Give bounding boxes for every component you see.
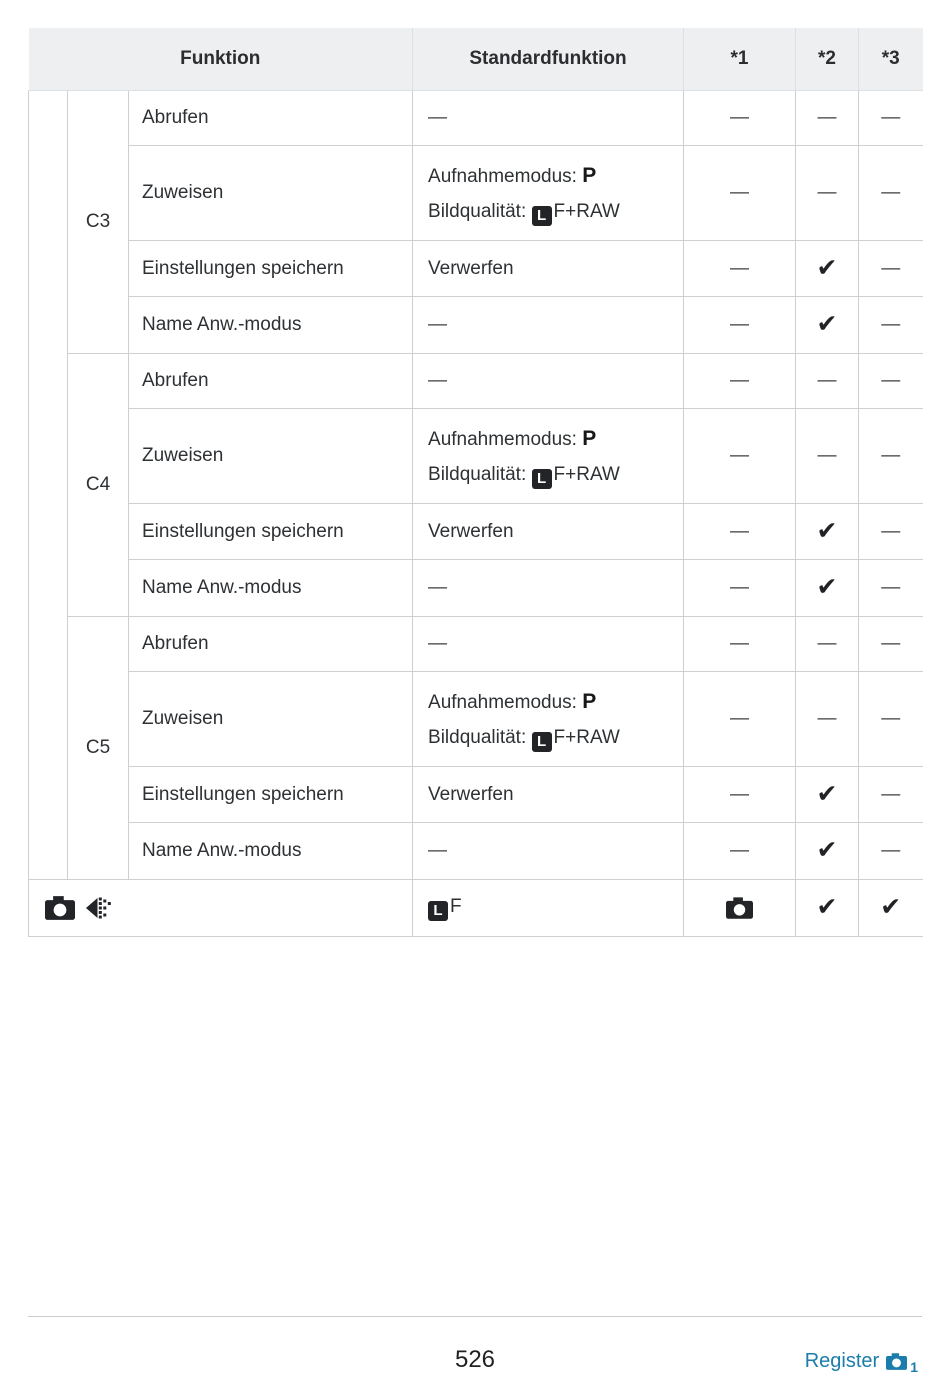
standard-lines	[428, 684, 682, 755]
dash-mark: —	[730, 314, 750, 335]
dash-mark: —	[881, 708, 901, 729]
flag-cell-star1	[684, 823, 796, 880]
dash-mark: —	[730, 107, 750, 128]
flag-cell-star3	[859, 560, 923, 617]
dash-mark: —	[881, 182, 901, 203]
table-body	[29, 91, 923, 937]
flag-cell-star1	[684, 241, 796, 297]
flag-cell-star2	[796, 91, 859, 146]
funktion-cell: Name Anw.-modus	[129, 823, 413, 880]
check-icon: ✔	[816, 516, 838, 545]
flag-cell-star3	[859, 823, 923, 880]
dash-mark: —	[881, 783, 901, 805]
mode-p-icon: P	[582, 689, 597, 713]
dash-mark: —	[730, 708, 750, 729]
flag-cell-star3	[859, 91, 923, 146]
standard-cell	[413, 504, 684, 560]
register-link[interactable]	[805, 1350, 922, 1373]
dash-mark: —	[817, 182, 837, 203]
flag-cell-star1	[684, 672, 796, 767]
flag-cell-star3	[859, 617, 923, 672]
flag-cell-star2	[796, 409, 859, 504]
flag-cell-star2	[796, 823, 859, 880]
standard-line: Aufnahmemodus: P	[428, 426, 597, 450]
header-row	[29, 28, 923, 91]
mode-p-icon: P	[582, 163, 597, 187]
flag-cell-star2	[796, 767, 859, 823]
standard-line: Bildqualität: L F+RAW	[428, 463, 620, 487]
header-cell-star1: *1	[684, 28, 796, 91]
check-icon: ✔	[816, 836, 838, 864]
standard-cell	[413, 560, 684, 617]
flag-cell-star3	[859, 241, 923, 297]
dash-mark: —	[428, 633, 448, 654]
footer-divider	[28, 1316, 922, 1317]
table-row-bottom	[29, 880, 923, 937]
dash-mark: —	[730, 577, 750, 598]
funktion-cell: Name Anw.-modus	[129, 297, 413, 354]
funktion-cell: Zuweisen	[129, 409, 413, 504]
flag-cell-star3	[859, 297, 923, 354]
flag-cell-star3	[859, 767, 923, 823]
transfer-icon	[85, 897, 112, 919]
standard-cell	[413, 146, 684, 241]
group-label-C3: C3	[68, 91, 129, 354]
standard-text: Verwerfen	[428, 520, 514, 542]
table-row	[29, 91, 923, 146]
dash-mark: —	[881, 314, 901, 335]
funktion-cell: Abrufen	[129, 354, 413, 409]
standard-cell	[413, 91, 684, 146]
funktion-cell: Abrufen	[129, 91, 413, 146]
table-row	[29, 409, 923, 504]
settings-table	[28, 28, 923, 937]
funktion-cell: Zuweisen	[129, 672, 413, 767]
flag-cell-star1	[684, 91, 796, 146]
header-cell-funktion: Funktion	[29, 28, 413, 91]
dash-mark: —	[730, 445, 750, 466]
flag-cell-star2	[796, 354, 859, 409]
dash-mark: —	[817, 633, 837, 654]
check-icon: ✔	[880, 893, 902, 921]
icons-inline	[45, 896, 411, 920]
dash-mark: —	[881, 445, 901, 466]
header-cell-standardfunktion: Standardfunktion	[413, 28, 684, 91]
dash-mark: —	[428, 314, 448, 335]
dash-mark: —	[730, 370, 750, 391]
table-row	[29, 560, 923, 617]
register-camera-icon-slot	[886, 1353, 907, 1370]
check-icon: ✔	[816, 310, 838, 338]
funktion-cell: Einstellungen speichern	[129, 767, 413, 823]
table-row	[29, 767, 923, 823]
dash-mark: —	[730, 257, 750, 279]
dash-mark: —	[817, 708, 837, 729]
flag-cell-star2	[796, 880, 859, 937]
check-icon: ✔	[816, 779, 838, 808]
dash-mark: —	[428, 370, 448, 391]
standard-cell	[413, 241, 684, 297]
flag-cell-star3	[859, 880, 923, 937]
flag-cell-star1	[684, 617, 796, 672]
funktion-cell: Einstellungen speichern	[129, 504, 413, 560]
dash-mark: —	[428, 840, 448, 861]
dash-mark: —	[817, 445, 837, 466]
flag-cell-star1	[684, 880, 796, 937]
flag-cell-star1	[684, 297, 796, 354]
flag-cell-star2	[796, 672, 859, 767]
dash-mark: —	[428, 577, 448, 598]
flag-cell-star2	[796, 297, 859, 354]
register-camera-number: 1	[910, 1358, 918, 1375]
quality-l-icon: L	[532, 206, 552, 226]
settings-table-wrap	[28, 28, 923, 937]
funktion-cell: Einstellungen speichern	[129, 241, 413, 297]
funktion-cell: Abrufen	[129, 617, 413, 672]
standard-cell	[413, 409, 684, 504]
flag-cell-star1	[684, 560, 796, 617]
standard-lines	[428, 158, 682, 229]
flag-cell-star1	[684, 504, 796, 560]
dash-mark: —	[428, 107, 448, 128]
flag-cell-star3	[859, 146, 923, 241]
dash-mark: —	[881, 840, 901, 861]
funktion-icons-cell	[29, 880, 413, 937]
dash-mark: —	[817, 107, 837, 128]
header-cell-star2: *2	[796, 28, 859, 91]
flag-cell-star2	[796, 560, 859, 617]
dash-mark: —	[730, 520, 750, 542]
outer-group-cell	[29, 91, 68, 880]
dash-mark: —	[730, 633, 750, 654]
camera-icon	[45, 896, 75, 920]
standard-line: Aufnahmemodus: P	[428, 689, 597, 713]
flag-cell-star3	[859, 409, 923, 504]
register-label: Register	[804, 1350, 880, 1372]
funktion-cell: Zuweisen	[129, 146, 413, 241]
standard-text: Verwerfen	[428, 257, 514, 279]
table-row	[29, 823, 923, 880]
check-icon: ✔	[816, 253, 838, 282]
check-icon: ✔	[816, 573, 838, 601]
standard-cell	[413, 354, 684, 409]
flag-cell-star3	[859, 354, 923, 409]
flag-cell-star1	[684, 146, 796, 241]
dash-mark: —	[881, 257, 901, 279]
dash-mark: —	[881, 370, 901, 391]
standard-cell	[413, 672, 684, 767]
quality-l-icon: L	[532, 469, 552, 489]
dash-mark: —	[730, 783, 750, 805]
standard-line: Bildqualität: L F+RAW	[428, 726, 620, 750]
group-label-C4: C4	[68, 354, 129, 617]
camera-icon	[726, 897, 753, 919]
quality-l-icon: L	[532, 732, 552, 752]
standard-cell	[413, 767, 684, 823]
flag-cell-star2	[796, 241, 859, 297]
table-row	[29, 297, 923, 354]
standard-cell	[413, 880, 684, 937]
standard-line: Bildqualität: L F+RAW	[428, 200, 620, 224]
flag-cell-star3	[859, 672, 923, 767]
standard-cell	[413, 823, 684, 880]
check-icon: ✔	[816, 893, 838, 921]
dash-mark: —	[730, 840, 750, 861]
page-number: 526	[454, 1346, 496, 1373]
dash-mark: —	[881, 520, 901, 542]
flag-cell-star1	[684, 409, 796, 504]
standard-text: Verwerfen	[428, 783, 514, 805]
table-row	[29, 354, 923, 409]
dash-mark: —	[881, 577, 901, 598]
dash-mark: —	[730, 182, 750, 203]
standard-lines	[428, 421, 682, 492]
dash-mark: —	[881, 107, 901, 128]
funktion-cell: Name Anw.-modus	[129, 560, 413, 617]
table-row	[29, 672, 923, 767]
group-label-C5: C5	[68, 617, 129, 880]
dash-mark: —	[817, 370, 837, 391]
flag-cell-star3	[859, 504, 923, 560]
table-row	[29, 146, 923, 241]
flag-cell-star2	[796, 504, 859, 560]
dash-mark: —	[881, 633, 901, 654]
camera-icon-wrap	[726, 897, 753, 919]
flag-cell-star2	[796, 146, 859, 241]
mode-p-icon: P	[582, 426, 597, 450]
standard-cell	[413, 297, 684, 354]
standard-text: F	[450, 895, 462, 917]
standard-line: Aufnahmemodus: P	[428, 163, 597, 187]
flag-cell-star1	[684, 354, 796, 409]
header-cell-star3: *3	[859, 28, 923, 91]
standard-cell	[413, 617, 684, 672]
flag-cell-star2	[796, 617, 859, 672]
table-row	[29, 617, 923, 672]
table-row	[29, 504, 923, 560]
camera-icon	[886, 1353, 907, 1370]
table-row	[29, 241, 923, 297]
flag-cell-star1	[684, 767, 796, 823]
quality-l-icon: L	[428, 901, 448, 921]
table-header	[29, 28, 923, 91]
